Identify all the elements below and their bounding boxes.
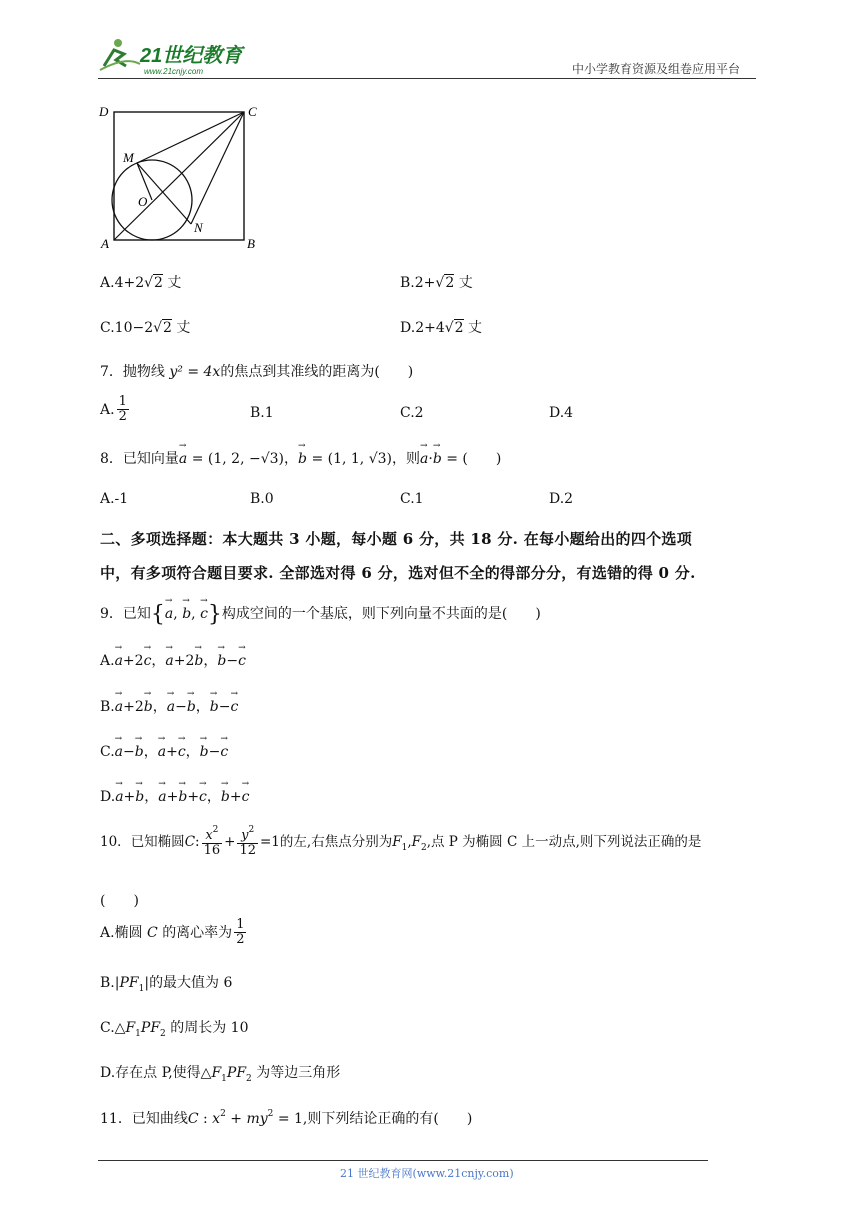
q10-paren: ( ) <box>100 893 139 909</box>
q7-option-b[interactable]: B.1 <box>250 405 274 421</box>
section-2-heading-line1: 二、多项选择题：本大题共 3 小题，每小题 6 分，共 18 分. 在每小题给出的四个选项 <box>100 530 693 548</box>
header-platform-text: 中小学教育资源及组卷应用平台 <box>572 62 741 76</box>
q9-option-b[interactable]: B.→ a+2→ b，→ a−→ b，→ b−→ c <box>100 696 238 716</box>
label-c: C <box>248 104 257 119</box>
label-n: N <box>194 220 203 235</box>
footer-text[interactable]: 21 世纪教育网(www.21cnjy.com) <box>340 1167 514 1180</box>
q6-option-c[interactable]: C.10−2√2 丈 <box>100 320 191 336</box>
label-m: M <box>123 150 134 165</box>
label-a: A <box>101 236 109 251</box>
svg-text:21世纪教育: 21世纪教育 <box>140 45 243 67</box>
section-2-heading-line2: 中，有多项符合题目要求. 全部选对得 6 分，选对但不全的得部分分，有选错的得 0 分. <box>100 564 696 582</box>
q6-option-d[interactable]: D.2+4√2 丈 <box>400 320 483 336</box>
site-logo <box>96 36 256 78</box>
q6-option-a[interactable]: A.4+2√2 丈 <box>100 275 182 291</box>
label-o: O <box>138 194 148 209</box>
q9-option-d[interactable]: D.→ a+→ b，→ a+→ b+→ c，→ b+→ c <box>100 786 249 806</box>
q8-option-a[interactable]: A.-1 <box>100 491 129 507</box>
q10-option-d[interactable]: D.存在点 P,使得$\triangle F_1PF_2$ 为等边三角形 <box>100 1065 341 1084</box>
q9-option-c[interactable]: C.→ a−→ b，→ a+→ c，→ b−→ c <box>100 741 228 761</box>
q7-option-a[interactable]: A. $\frac{1}{2}$ <box>100 394 127 425</box>
q10-option-b[interactable]: $B.|PF_1|$的最大值为 6 <box>100 975 233 994</box>
q8-option-c[interactable]: C.1 <box>400 491 424 507</box>
q8-option-d[interactable]: D.2 <box>549 491 574 507</box>
q6-option-b[interactable]: B.2+√2 丈 <box>400 275 473 291</box>
geometry-figure <box>96 100 266 256</box>
q10-option-a[interactable]: A.椭圆 C 的离心率为 $\frac{1}{2}$ <box>100 917 245 948</box>
svg-text:www.21cnjy.com: www.21cnjy.com <box>144 67 203 76</box>
header-divider <box>98 78 756 79</box>
q9-option-a[interactable]: A.→ a+2→ c，→ a+2→ b，→ b−→ c <box>100 650 246 670</box>
q7-option-d[interactable]: D.4 <box>549 405 574 421</box>
q11-stem: 11．已知曲线C : $x^2 + my^2 = 1$,则下列结论正确的有( ) <box>100 1109 473 1127</box>
q8-option-b[interactable]: B.0 <box>250 491 274 507</box>
q7-stem: 7．抛物线 y² = 4x的焦点到其准线的距离为( ) <box>100 364 414 380</box>
label-b: B <box>247 236 255 251</box>
q7-option-c[interactable]: C.2 <box>400 405 424 421</box>
runner-logo-icon <box>96 36 256 78</box>
q10-option-c[interactable]: $C.\triangle F_1PF_2$ 的周长为 10 <box>100 1020 249 1039</box>
q8-stem: 8．已知向量→ a = (1, 2, −√3)，→ b = (1, 1, √3)，则→ a·→ b = ( ) <box>100 448 501 468</box>
q9-stem: 9．已知{→ a, → b, → c}构成空间的一个基底，则下列向量不共面的是( ) <box>100 602 541 627</box>
q10-stem: 10．已知椭圆C: $\frac{x^2}{16}$ + $\frac{y^2}{12}$ =1的左,右焦点分别为$F_1,F_2$,点 P 为椭圆 C 上一动点,则下列说法正确的是 <box>100 825 702 859</box>
label-d: D <box>99 104 109 119</box>
footer-divider <box>98 1160 708 1161</box>
